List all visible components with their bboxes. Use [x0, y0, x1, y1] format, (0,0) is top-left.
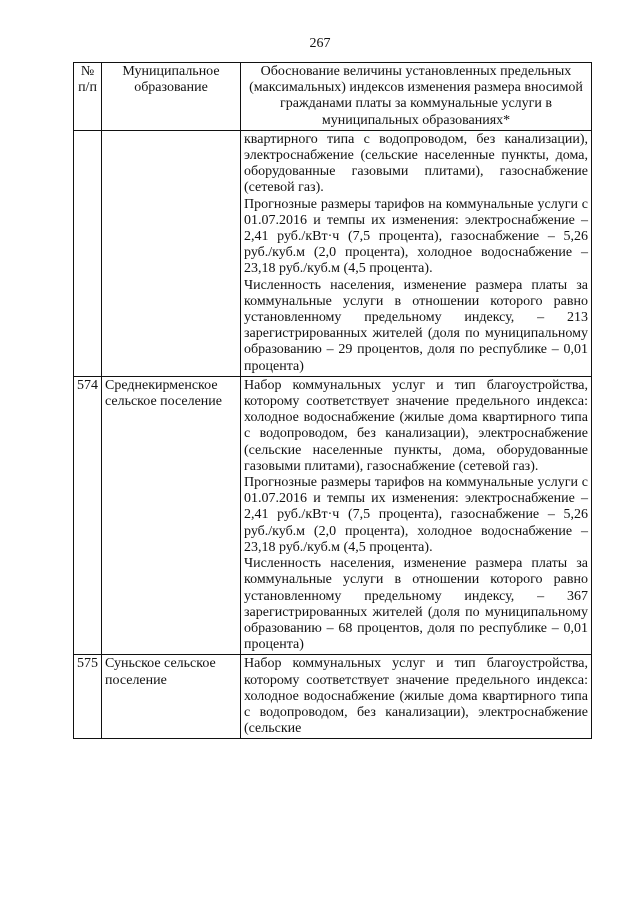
row-justification	[241, 130, 592, 376]
paragraph-population: Численность населения, изменение размера платы за коммунальные услуги в отношении которого равно установленному предельному индексу, – 213 зарегистрированных жителей (доля по муниципальному образованию – 29 процентов, доля по республике – 0,01 процента)	[244, 277, 588, 374]
table-row	[74, 655, 592, 739]
paragraph-utilities-set: Набор коммунальных услуг и тип благоустройства, которому соответствует значение предельного индекса: холодное водоснабжение (жилые дома квартирного типа с водопроводом, без канализации), электроснабжение (сельские	[244, 656, 588, 737]
paragraph-tariffs: Прогнозные размеры тарифов на коммунальные услуги с 01.07.2016 и темпы их изменения: электроснабжение – 2,41 руб./кВт·ч (7,5 процента), газоснабжение – 5,26 руб./куб.м (2,0 процента), холодное водоснабжение – 23,18 руб./куб.м (4,5 процента).	[244, 196, 588, 277]
row-municipality	[102, 130, 241, 376]
paragraph-utilities-set: квартирного типа с водопроводом, без канализации), электроснабжение (сельские населенные пункты, дома, оборудованные газовыми плитами), газоснабжение (сетевой газ).	[244, 131, 588, 196]
table-row	[74, 376, 592, 654]
table-header-row	[74, 63, 592, 131]
paragraph-tariffs: Прогнозные размеры тарифов на коммунальные услуги с 01.07.2016 и темпы их изменения: электроснабжение – 2,41 руб./кВт·ч (7,5 процента), газоснабжение – 5,26 руб./куб.м (2,0 процента), холодное водоснабжение – 23,18 руб./куб.м (4,5 процента).	[244, 475, 588, 555]
header-municipality: Муниципальное образование	[102, 63, 241, 131]
row-justification	[241, 376, 592, 654]
row-number: 575	[74, 655, 102, 739]
page-number: 267	[309, 36, 331, 51]
header-number: № п/п	[74, 63, 102, 131]
paragraph-population: Численность населения, изменение размера платы за коммунальные услуги в отношении которого равно установленному предельному индексу, – 367 зарегистрированных жителей (доля по муниципальному образованию – 68 процентов, доля по республике – 0,01 процента)	[244, 556, 588, 653]
table-row	[74, 130, 592, 376]
tariff-justification-table	[73, 62, 592, 739]
row-number: 574	[74, 376, 102, 654]
row-municipality: Суньское сельское поселение	[102, 655, 241, 739]
header-justification: Обоснование величины установленных предельных (максимальных) индексов изменения размера вносимой гражданами платы за коммунальные услуги в муниципальных образованиях*	[241, 63, 592, 131]
row-number	[74, 130, 102, 376]
row-municipality: Среднекирменское сельское поселение	[102, 376, 241, 654]
paragraph-utilities-set: Набор коммунальных услуг и тип благоустройства, которому соответствует значение предельного индекса: холодное водоснабжение (жилые дома квартирного типа с водопроводом, без канализации), электроснабжение (сельские населенные пункты, дома, оборудованные газовыми плитами), газоснабжение (сетевой газ).	[244, 377, 588, 474]
row-justification	[241, 655, 592, 739]
